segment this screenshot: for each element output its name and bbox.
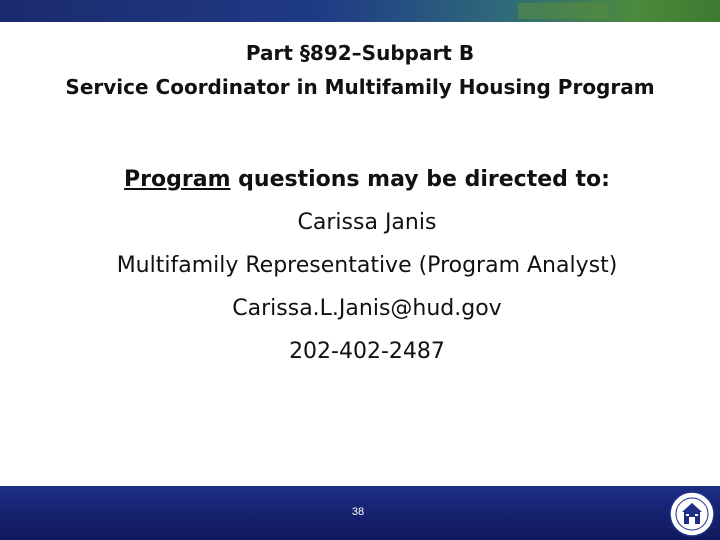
contact-email[interactable]: Carissa.L.Janis@hud.gov [232,296,502,321]
page-number: 38 [351,506,365,518]
header-label [518,3,608,19]
contact-name: Carissa Janis [297,210,437,235]
top-header-band [0,0,720,22]
contact-lead-rest: questions may be directed to: [230,167,610,192]
title-line-1: Part §892–Subpart B [245,41,475,65]
contact-lead-underlined: Program [124,167,231,192]
hud-seal-icon [668,490,716,538]
contact-role: Multifamily Representative (Program Analyst) [116,253,618,278]
contact-block [0,158,720,373]
contact-phone: 202-402-2487 [289,339,445,364]
title-line-2: Service Coordinator in Multifamily Housing Program [65,75,655,99]
contact-lead [0,158,720,201]
slide-title [0,36,720,104]
